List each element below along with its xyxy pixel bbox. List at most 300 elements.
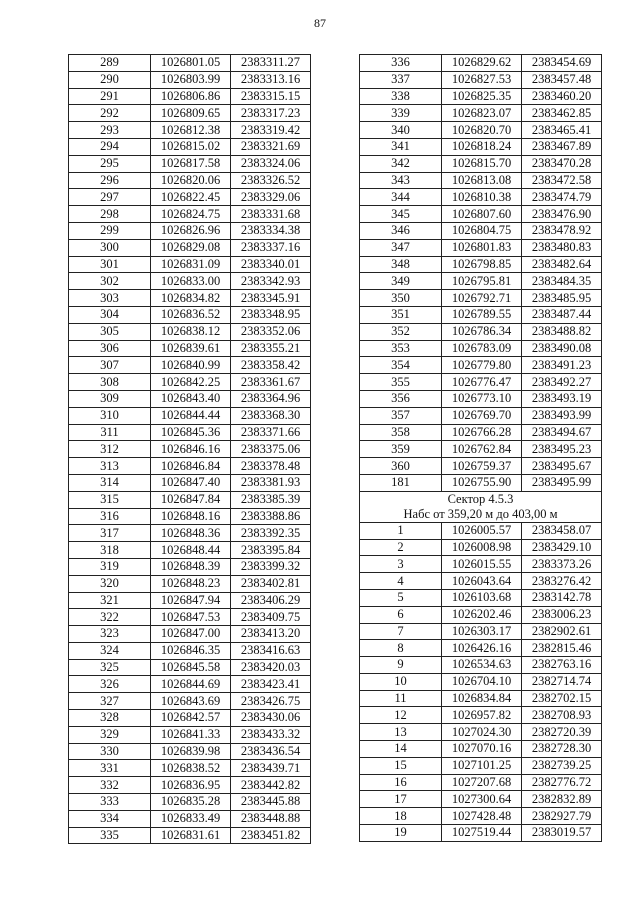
y-coordinate-cell: 2383451.82 <box>231 827 311 844</box>
table-row <box>360 573 602 590</box>
point-number-cell: 335 <box>69 827 151 844</box>
y-coordinate-cell: 2382702.15 <box>522 690 602 707</box>
table-row <box>69 508 311 525</box>
point-number-cell: 303 <box>69 290 151 307</box>
y-coordinate-cell: 2383491.23 <box>522 357 602 374</box>
table-row <box>69 138 311 155</box>
y-coordinate-cell: 2382763.16 <box>522 657 602 674</box>
y-coordinate-cell: 2383476.90 <box>522 206 602 223</box>
point-number-cell: 14 <box>360 741 442 758</box>
table-row <box>360 189 602 206</box>
x-coordinate-cell: 1026812.38 <box>151 122 231 139</box>
point-number-cell: 327 <box>69 693 151 710</box>
x-coordinate-cell: 1026845.58 <box>151 659 231 676</box>
y-coordinate-cell: 2383326.52 <box>231 172 311 189</box>
y-coordinate-cell: 2383495.23 <box>522 441 602 458</box>
table-row <box>360 724 602 741</box>
y-coordinate-cell: 2383321.69 <box>231 138 311 155</box>
x-coordinate-cell: 1026831.09 <box>151 256 231 273</box>
table-row <box>360 323 602 340</box>
table-row <box>360 407 602 424</box>
y-coordinate-cell: 2383474.79 <box>522 189 602 206</box>
x-coordinate-cell: 1026303.17 <box>442 623 522 640</box>
sector-header <box>360 491 602 522</box>
point-number-cell: 11 <box>360 690 442 707</box>
x-coordinate-cell: 1026846.35 <box>151 642 231 659</box>
point-number-cell: 12 <box>360 707 442 724</box>
y-coordinate-cell: 2383358.42 <box>231 357 311 374</box>
point-number-cell: 346 <box>360 222 442 239</box>
y-coordinate-cell: 2383409.75 <box>231 609 311 626</box>
x-coordinate-cell: 1026847.40 <box>151 474 231 491</box>
point-number-cell: 301 <box>69 256 151 273</box>
x-coordinate-cell: 1026844.44 <box>151 407 231 424</box>
table-row <box>360 206 602 223</box>
table-row <box>360 390 602 407</box>
x-coordinate-cell: 1026848.16 <box>151 508 231 525</box>
table-row <box>69 340 311 357</box>
y-coordinate-cell: 2383465.41 <box>522 122 602 139</box>
point-number-cell: 339 <box>360 105 442 122</box>
table-row <box>69 710 311 727</box>
y-coordinate-cell: 2383420.03 <box>231 659 311 676</box>
point-number-cell: 304 <box>69 306 151 323</box>
point-number-cell: 355 <box>360 374 442 391</box>
y-coordinate-cell: 2383361.67 <box>231 374 311 391</box>
point-number-cell: 18 <box>360 808 442 825</box>
table-row <box>360 71 602 88</box>
x-coordinate-cell: 1026848.44 <box>151 542 231 559</box>
point-number-cell: 356 <box>360 390 442 407</box>
table-row <box>69 794 311 811</box>
point-number-cell: 13 <box>360 724 442 741</box>
x-coordinate-cell: 1026801.83 <box>442 239 522 256</box>
x-coordinate-cell: 1027207.68 <box>442 774 522 791</box>
y-coordinate-cell: 2383334.38 <box>231 222 311 239</box>
table-row <box>360 825 602 842</box>
y-coordinate-cell: 2383490.08 <box>522 340 602 357</box>
point-number-cell: 306 <box>69 340 151 357</box>
y-coordinate-cell: 2383458.07 <box>522 522 602 539</box>
x-coordinate-cell: 1026043.64 <box>442 573 522 590</box>
point-number-cell: 312 <box>69 441 151 458</box>
y-coordinate-cell: 2383457.48 <box>522 71 602 88</box>
y-coordinate-cell: 2383485.95 <box>522 290 602 307</box>
x-coordinate-cell: 1026838.12 <box>151 323 231 340</box>
y-coordinate-cell: 2383373.26 <box>522 556 602 573</box>
point-number-cell: 333 <box>69 794 151 811</box>
x-coordinate-cell: 1026847.94 <box>151 592 231 609</box>
x-coordinate-cell: 1026776.47 <box>442 374 522 391</box>
y-coordinate-cell: 2383478.92 <box>522 222 602 239</box>
y-coordinate-cell: 2383442.82 <box>231 777 311 794</box>
y-coordinate-cell: 2383399.32 <box>231 558 311 575</box>
point-number-cell: 342 <box>360 155 442 172</box>
point-number-cell: 295 <box>69 155 151 172</box>
point-number-cell: 343 <box>360 172 442 189</box>
y-coordinate-cell: 2383493.19 <box>522 390 602 407</box>
table-row <box>69 71 311 88</box>
x-coordinate-cell: 1026843.69 <box>151 693 231 710</box>
point-number-cell: 354 <box>360 357 442 374</box>
table-row <box>360 690 602 707</box>
table-row <box>360 741 602 758</box>
point-number-cell: 308 <box>69 374 151 391</box>
y-coordinate-cell: 2383445.88 <box>231 794 311 811</box>
y-coordinate-cell: 2383472.58 <box>522 172 602 189</box>
table-row <box>69 592 311 609</box>
x-coordinate-cell: 1026786.34 <box>442 323 522 340</box>
point-number-cell: 313 <box>69 458 151 475</box>
table-row <box>69 306 311 323</box>
table-row <box>360 55 602 72</box>
point-number-cell: 302 <box>69 273 151 290</box>
table-row <box>360 172 602 189</box>
table-row <box>69 659 311 676</box>
table-row <box>69 122 311 139</box>
point-number-cell: 344 <box>360 189 442 206</box>
table-row <box>69 256 311 273</box>
x-coordinate-cell: 1027300.64 <box>442 791 522 808</box>
y-coordinate-cell: 2383313.16 <box>231 71 311 88</box>
x-coordinate-cell: 1026779.80 <box>442 357 522 374</box>
x-coordinate-cell: 1026202.46 <box>442 606 522 623</box>
table-row <box>69 810 311 827</box>
point-number-cell: 310 <box>69 407 151 424</box>
right-table-body-top <box>360 55 602 492</box>
y-coordinate-cell: 2383378.48 <box>231 458 311 475</box>
table-row <box>360 374 602 391</box>
x-coordinate-cell: 1026823.07 <box>442 105 522 122</box>
y-coordinate-cell: 2383340.01 <box>231 256 311 273</box>
table-row <box>69 693 311 710</box>
table-row <box>360 290 602 307</box>
table-row <box>69 575 311 592</box>
point-number-cell: 17 <box>360 791 442 808</box>
x-coordinate-cell: 1026534.63 <box>442 657 522 674</box>
point-number-cell: 326 <box>69 676 151 693</box>
point-number-cell: 181 <box>360 474 442 491</box>
table-row <box>69 726 311 743</box>
point-number-cell: 338 <box>360 88 442 105</box>
y-coordinate-cell: 2383381.93 <box>231 474 311 491</box>
y-coordinate-cell: 2383385.39 <box>231 491 311 508</box>
y-coordinate-cell: 2383324.06 <box>231 155 311 172</box>
y-coordinate-cell: 2383470.28 <box>522 155 602 172</box>
y-coordinate-cell: 2383439.71 <box>231 760 311 777</box>
right-coordinates-table <box>359 54 602 842</box>
x-coordinate-cell: 1026804.75 <box>442 222 522 239</box>
x-coordinate-cell: 1026798.85 <box>442 256 522 273</box>
y-coordinate-cell: 2383368.30 <box>231 407 311 424</box>
x-coordinate-cell: 1027024.30 <box>442 724 522 741</box>
point-number-cell: 311 <box>69 424 151 441</box>
point-number-cell: 349 <box>360 273 442 290</box>
point-number-cell: 3 <box>360 556 442 573</box>
sector-header-cell <box>360 491 602 522</box>
y-coordinate-cell: 2383436.54 <box>231 743 311 760</box>
y-coordinate-cell: 2383416.63 <box>231 642 311 659</box>
point-number-cell: 320 <box>69 575 151 592</box>
point-number-cell: 351 <box>360 306 442 323</box>
x-coordinate-cell: 1026838.52 <box>151 760 231 777</box>
x-coordinate-cell: 1026759.37 <box>442 458 522 475</box>
table-row <box>69 777 311 794</box>
x-coordinate-cell: 1026809.65 <box>151 105 231 122</box>
y-coordinate-cell: 2383495.99 <box>522 474 602 491</box>
point-number-cell: 8 <box>360 640 442 657</box>
y-coordinate-cell: 2383319.42 <box>231 122 311 139</box>
table-row <box>360 589 602 606</box>
table-row <box>69 239 311 256</box>
point-number-cell: 337 <box>360 71 442 88</box>
point-number-cell: 318 <box>69 542 151 559</box>
table-row <box>69 155 311 172</box>
x-coordinate-cell: 1026844.69 <box>151 676 231 693</box>
table-row <box>360 556 602 573</box>
point-number-cell: 290 <box>69 71 151 88</box>
y-coordinate-cell: 2382776.72 <box>522 774 602 791</box>
left-coordinates-table <box>68 54 311 844</box>
x-coordinate-cell: 1026103.68 <box>442 589 522 606</box>
point-number-cell: 321 <box>69 592 151 609</box>
table-row <box>69 642 311 659</box>
table-row <box>360 424 602 441</box>
x-coordinate-cell: 1027070.16 <box>442 741 522 758</box>
y-coordinate-cell: 2382832.89 <box>522 791 602 808</box>
point-number-cell: 15 <box>360 757 442 774</box>
y-coordinate-cell: 2383467.89 <box>522 138 602 155</box>
point-number-cell: 296 <box>69 172 151 189</box>
y-coordinate-cell: 2383388.86 <box>231 508 311 525</box>
x-coordinate-cell: 1026015.55 <box>442 556 522 573</box>
table-row <box>69 743 311 760</box>
y-coordinate-cell: 2382708.93 <box>522 707 602 724</box>
y-coordinate-cell: 2383006.23 <box>522 606 602 623</box>
point-number-cell: 341 <box>360 138 442 155</box>
x-coordinate-cell: 1026766.28 <box>442 424 522 441</box>
table-row <box>69 390 311 407</box>
y-coordinate-cell: 2383395.84 <box>231 542 311 559</box>
table-row <box>69 357 311 374</box>
y-coordinate-cell: 2382815.46 <box>522 640 602 657</box>
x-coordinate-cell: 1026846.84 <box>151 458 231 475</box>
table-row <box>360 640 602 657</box>
x-coordinate-cell: 1026840.99 <box>151 357 231 374</box>
table-row <box>69 474 311 491</box>
table-row <box>69 827 311 844</box>
y-coordinate-cell: 2383460.20 <box>522 88 602 105</box>
y-coordinate-cell: 2383019.57 <box>522 825 602 842</box>
table-row <box>69 189 311 206</box>
point-number-cell: 314 <box>69 474 151 491</box>
table-row <box>69 222 311 239</box>
x-coordinate-cell: 1026704.10 <box>442 673 522 690</box>
table-row <box>360 808 602 825</box>
y-coordinate-cell: 2383462.85 <box>522 105 602 122</box>
point-number-cell: 322 <box>69 609 151 626</box>
point-number-cell: 357 <box>360 407 442 424</box>
x-coordinate-cell: 1026820.06 <box>151 172 231 189</box>
y-coordinate-cell: 2383426.75 <box>231 693 311 710</box>
point-number-cell: 289 <box>69 55 151 72</box>
x-coordinate-cell: 1026810.38 <box>442 189 522 206</box>
y-coordinate-cell: 2382927.79 <box>522 808 602 825</box>
y-coordinate-cell: 2383487.44 <box>522 306 602 323</box>
point-number-cell: 294 <box>69 138 151 155</box>
point-number-cell: 315 <box>69 491 151 508</box>
table-row <box>69 407 311 424</box>
table-row <box>69 558 311 575</box>
table-row <box>360 340 602 357</box>
y-coordinate-cell: 2383311.27 <box>231 55 311 72</box>
table-row <box>360 791 602 808</box>
left-table-body <box>69 55 311 844</box>
x-coordinate-cell: 1027519.44 <box>442 825 522 842</box>
point-number-cell: 298 <box>69 206 151 223</box>
x-coordinate-cell: 1026845.36 <box>151 424 231 441</box>
table-row <box>69 626 311 643</box>
x-coordinate-cell: 1026005.57 <box>442 522 522 539</box>
y-coordinate-cell: 2383492.27 <box>522 374 602 391</box>
point-number-cell: 7 <box>360 623 442 640</box>
point-number-cell: 5 <box>360 589 442 606</box>
point-number-cell: 336 <box>360 55 442 72</box>
table-row <box>69 88 311 105</box>
page-number: 87 <box>314 16 326 30</box>
y-coordinate-cell: 2383317.23 <box>231 105 311 122</box>
table-row <box>360 273 602 290</box>
point-number-cell: 347 <box>360 239 442 256</box>
point-number-cell: 330 <box>69 743 151 760</box>
point-number-cell: 19 <box>360 825 442 842</box>
table-row <box>360 458 602 475</box>
table-row <box>69 206 311 223</box>
table-row <box>360 122 602 139</box>
y-coordinate-cell: 2383482.64 <box>522 256 602 273</box>
x-coordinate-cell: 1026426.16 <box>442 640 522 657</box>
point-number-cell: 297 <box>69 189 151 206</box>
table-row <box>69 273 311 290</box>
table-row <box>360 623 602 640</box>
table-row <box>69 424 311 441</box>
x-coordinate-cell: 1026827.53 <box>442 71 522 88</box>
point-number-cell: 299 <box>69 222 151 239</box>
x-coordinate-cell: 1026829.62 <box>442 55 522 72</box>
table-row <box>69 760 311 777</box>
y-coordinate-cell: 2382714.74 <box>522 673 602 690</box>
table-row <box>360 222 602 239</box>
table-row <box>69 491 311 508</box>
table-row <box>69 542 311 559</box>
x-coordinate-cell: 1026839.98 <box>151 743 231 760</box>
y-coordinate-cell: 2383495.67 <box>522 458 602 475</box>
point-number-cell: 358 <box>360 424 442 441</box>
point-number-cell: 340 <box>360 122 442 139</box>
y-coordinate-cell: 2383484.35 <box>522 273 602 290</box>
x-coordinate-cell: 1026792.71 <box>442 290 522 307</box>
table-row <box>360 357 602 374</box>
point-number-cell: 323 <box>69 626 151 643</box>
x-coordinate-cell: 1026847.84 <box>151 491 231 508</box>
table-row <box>360 539 602 556</box>
x-coordinate-cell: 1026822.45 <box>151 189 231 206</box>
point-number-cell: 309 <box>69 390 151 407</box>
point-number-cell: 316 <box>69 508 151 525</box>
x-coordinate-cell: 1026834.82 <box>151 290 231 307</box>
y-coordinate-cell: 2383493.99 <box>522 407 602 424</box>
y-coordinate-cell: 2383423.41 <box>231 676 311 693</box>
table-row <box>360 707 602 724</box>
x-coordinate-cell: 1026783.09 <box>442 340 522 357</box>
y-coordinate-cell: 2383331.68 <box>231 206 311 223</box>
y-coordinate-cell: 2383448.88 <box>231 810 311 827</box>
table-row <box>69 172 311 189</box>
table-row <box>360 239 602 256</box>
y-coordinate-cell: 2383329.06 <box>231 189 311 206</box>
x-coordinate-cell: 1026846.16 <box>151 441 231 458</box>
y-coordinate-cell: 2383371.66 <box>231 424 311 441</box>
x-coordinate-cell: 1026826.96 <box>151 222 231 239</box>
x-coordinate-cell: 1026769.70 <box>442 407 522 424</box>
x-coordinate-cell: 1026843.40 <box>151 390 231 407</box>
table-row <box>360 522 602 539</box>
x-coordinate-cell: 1026755.90 <box>442 474 522 491</box>
x-coordinate-cell: 1026836.52 <box>151 306 231 323</box>
table-row <box>360 474 602 491</box>
x-coordinate-cell: 1026820.70 <box>442 122 522 139</box>
point-number-cell: 317 <box>69 525 151 542</box>
table-row <box>360 105 602 122</box>
x-coordinate-cell: 1026847.53 <box>151 609 231 626</box>
table-row <box>69 458 311 475</box>
y-coordinate-cell: 2383429.10 <box>522 539 602 556</box>
x-coordinate-cell: 1026807.60 <box>442 206 522 223</box>
point-number-cell: 293 <box>69 122 151 139</box>
x-coordinate-cell: 1026957.82 <box>442 707 522 724</box>
x-coordinate-cell: 1026824.75 <box>151 206 231 223</box>
point-number-cell: 2 <box>360 539 442 556</box>
sector-title: Сектор 4.5.3 <box>447 491 514 506</box>
point-number-cell: 291 <box>69 88 151 105</box>
x-coordinate-cell: 1026801.05 <box>151 55 231 72</box>
x-coordinate-cell: 1026839.61 <box>151 340 231 357</box>
point-number-cell: 329 <box>69 726 151 743</box>
table-row <box>360 155 602 172</box>
x-coordinate-cell: 1026825.35 <box>442 88 522 105</box>
y-coordinate-cell: 2383402.81 <box>231 575 311 592</box>
table-row <box>69 323 311 340</box>
x-coordinate-cell: 1026835.28 <box>151 794 231 811</box>
table-row <box>69 374 311 391</box>
y-coordinate-cell: 2383494.67 <box>522 424 602 441</box>
y-coordinate-cell: 2383348.95 <box>231 306 311 323</box>
x-coordinate-cell: 1026803.99 <box>151 71 231 88</box>
table-row <box>360 138 602 155</box>
x-coordinate-cell: 1026806.86 <box>151 88 231 105</box>
table-row <box>69 609 311 626</box>
y-coordinate-cell: 2383342.93 <box>231 273 311 290</box>
point-number-cell: 331 <box>69 760 151 777</box>
x-coordinate-cell: 1026834.84 <box>442 690 522 707</box>
table-row <box>69 441 311 458</box>
table-row <box>360 673 602 690</box>
x-coordinate-cell: 1026817.58 <box>151 155 231 172</box>
y-coordinate-cell: 2382720.39 <box>522 724 602 741</box>
x-coordinate-cell: 1026841.33 <box>151 726 231 743</box>
x-coordinate-cell: 1026833.49 <box>151 810 231 827</box>
y-coordinate-cell: 2383480.83 <box>522 239 602 256</box>
